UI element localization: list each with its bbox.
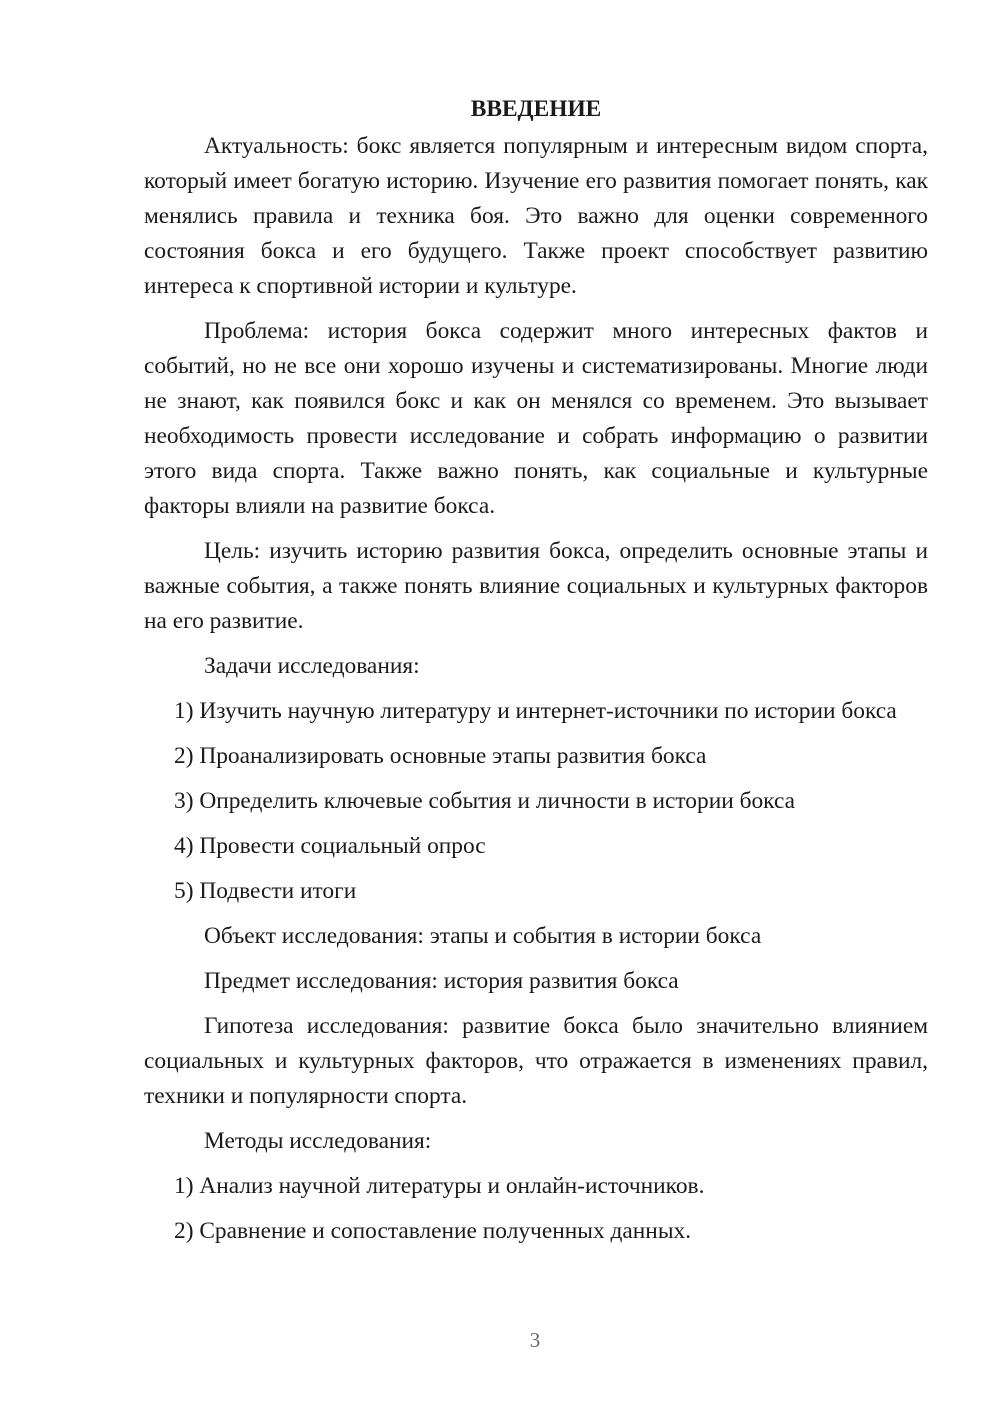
task-item: 3) Определить ключевые события и личности в истории бокса — [174, 788, 796, 814]
task-item: 2) Проанализировать основные этапы развития бокса — [174, 743, 707, 769]
page-title: ВВЕДЕНИЕ — [470, 96, 602, 122]
object-line: Объект исследования: этапы и события в истории бокса — [204, 923, 762, 949]
problem-paragraph: Проблема: история бокса содержит много интересных фактов и событий, но не все они хорошо изучены и систематизированы. Многие люди не знают, как появился бокс и как он менялся со временем. Это вызывает необходимость провести исследование и собрать информацию о развитии этого вида спорта. Также важно понять, как социальные и культурные факторы влияли на развитие бокса. — [144, 318, 928, 519]
document-page — [144, 92, 928, 1259]
task-item: 1) Изучить научную литературу и интернет-источники по истории бокса — [174, 698, 897, 724]
subject-line: Предмет исследования: история развития бокса — [204, 968, 679, 994]
hypothesis-paragraph: Гипотеза исследования: развитие бокса было значительно влиянием социальных и культурных факторов, что отражается в изменениях правил, техники и популярности спорта. — [144, 1013, 928, 1109]
relevance-paragraph: Актуальность: бокс является популярным и интересным видом спорта, который имеет богатую историю. Изучение его развития помогает понять, как менялись правила и техника боя. Это важно для оценки современного состояния бокса и его будущего. Также проект способствует развитию интереса к спортивной истории и культуре. — [144, 133, 928, 299]
task-item: 5) Подвести итоги — [174, 878, 357, 904]
goal-paragraph: Цель: изучить историю развития бокса, определить основные этапы и важные события, а также понять влияние социальных и культурных факторов на его развитие. — [144, 538, 928, 634]
method-item: 2) Сравнение и сопоставление полученных данных. — [174, 1218, 692, 1244]
page-number: 3 — [529, 1328, 541, 1352]
method-item: 1) Анализ научной литературы и онлайн-источников. — [174, 1173, 705, 1199]
methods-heading: Методы исследования: — [204, 1128, 432, 1154]
task-item: 4) Провести социальный опрос — [174, 833, 486, 859]
tasks-heading: Задачи исследования: — [204, 653, 420, 679]
